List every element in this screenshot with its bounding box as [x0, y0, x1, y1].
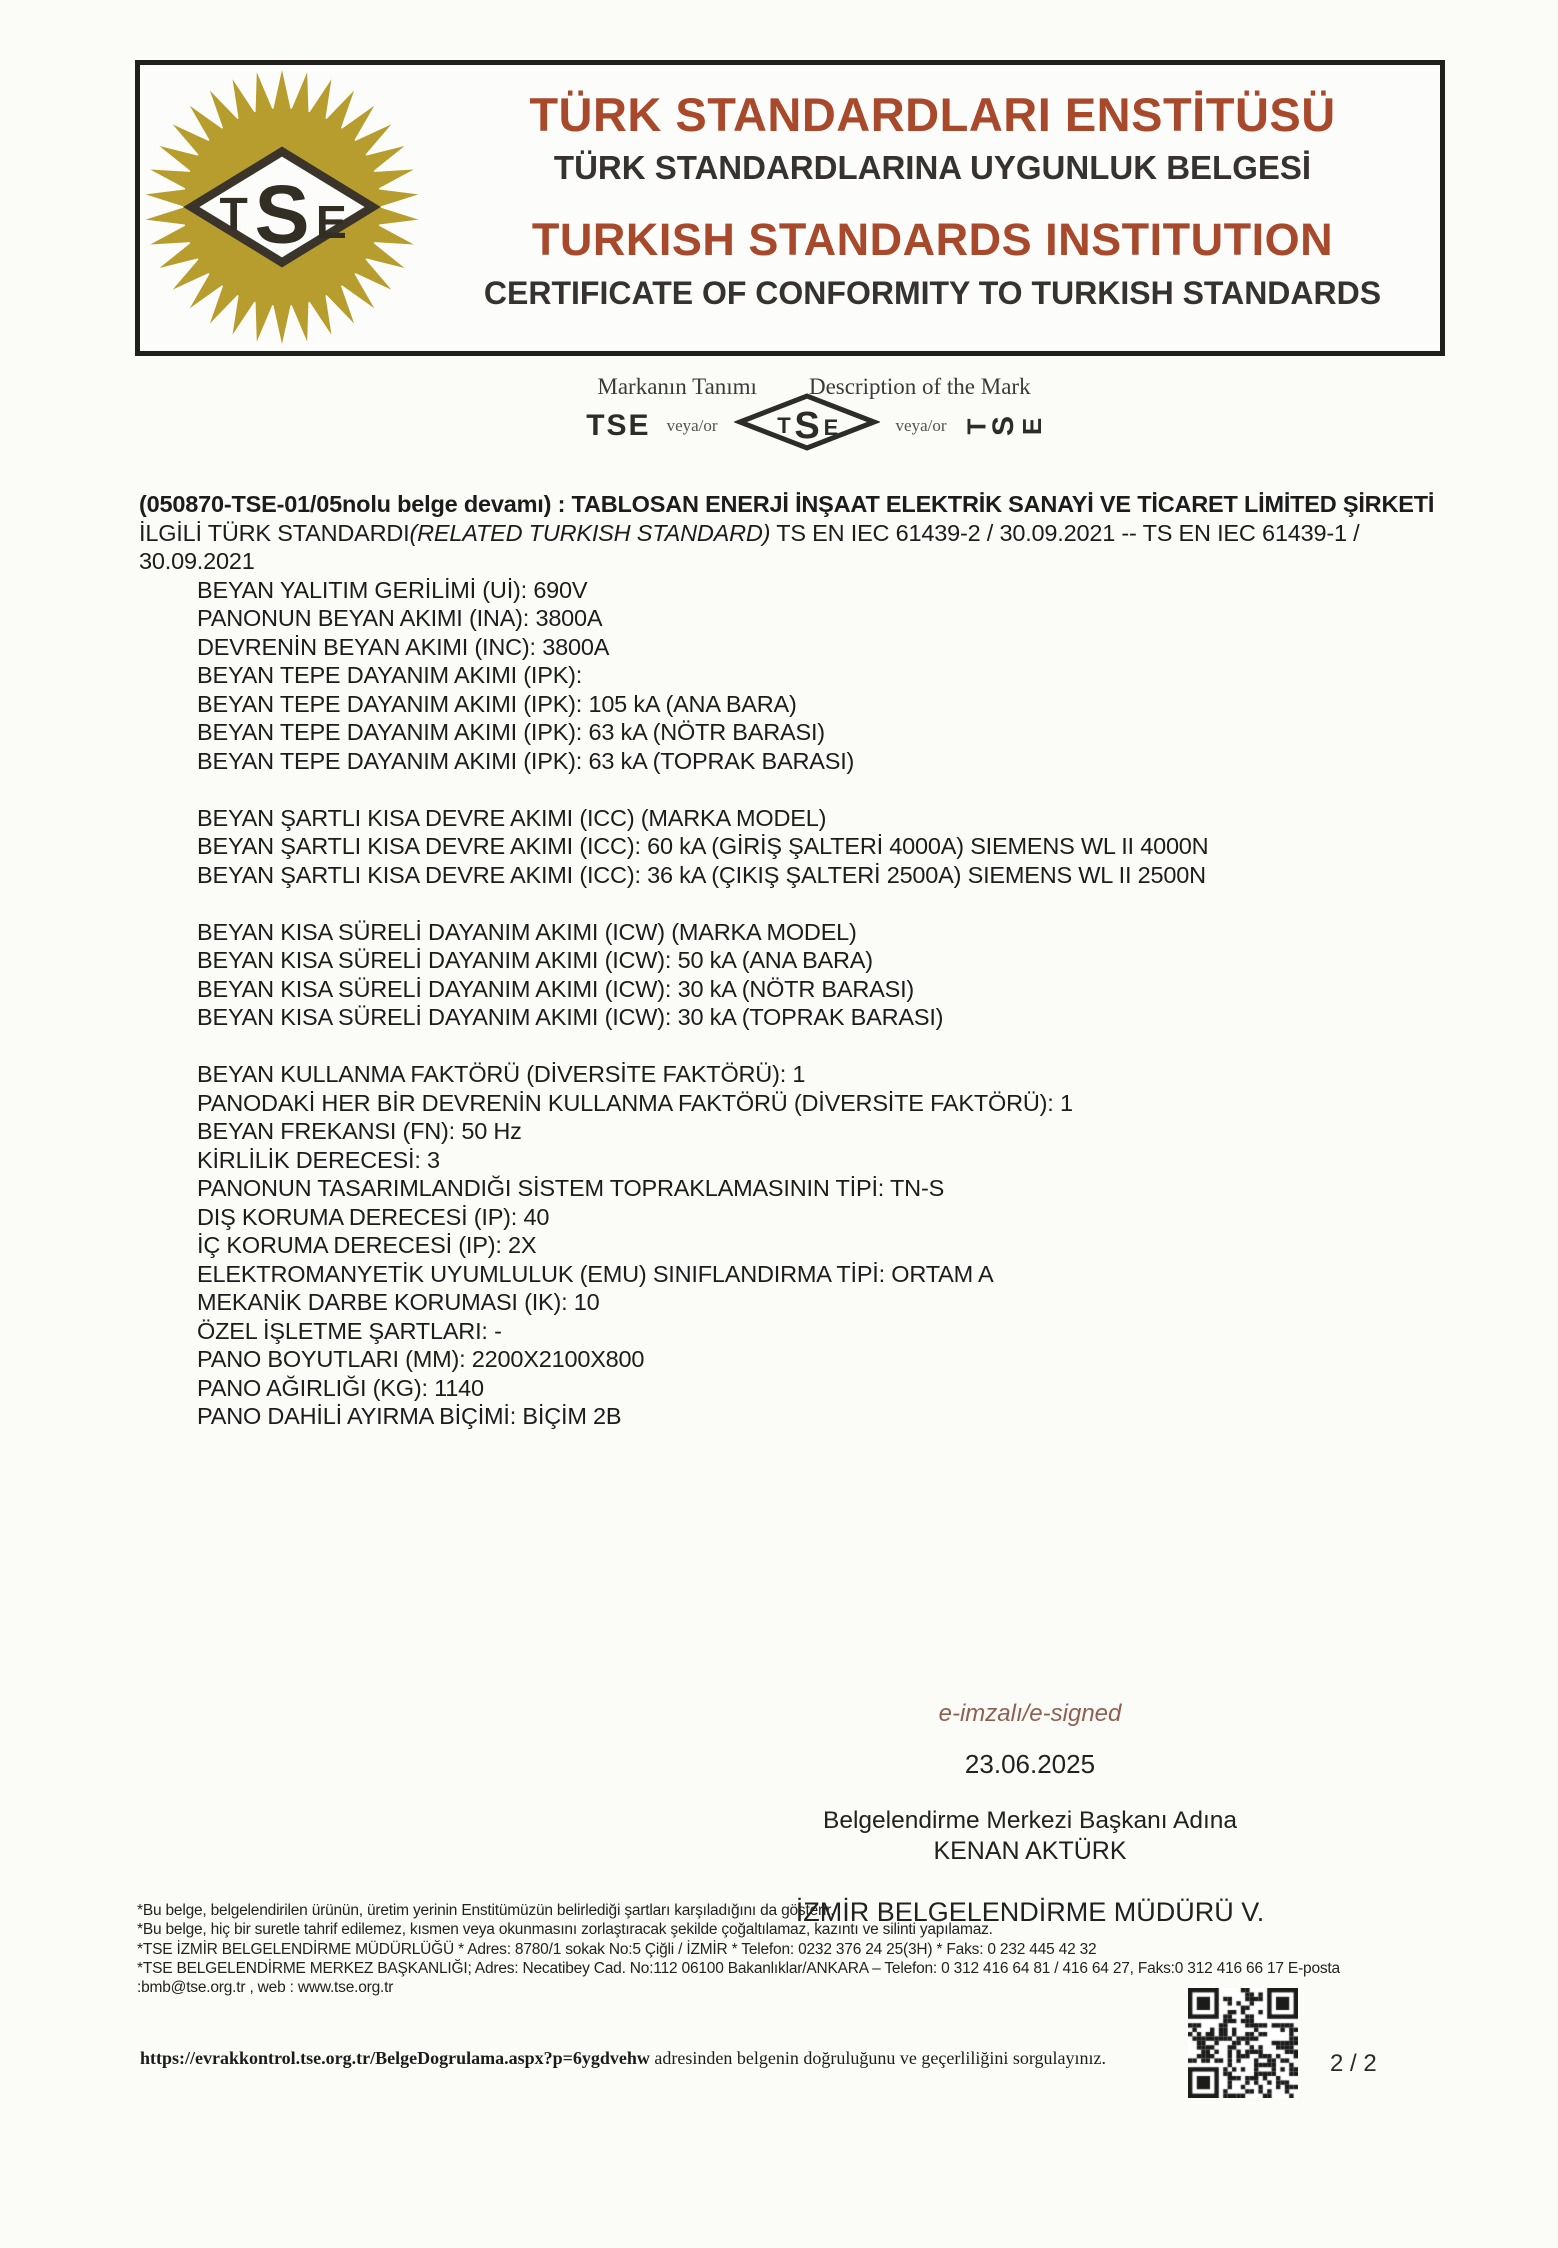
spec-line: ELEKTROMANYETİK UYUMLULUK (EMU) SINIFLANDIRMA TİPİ: ORTAM A [197, 1260, 994, 1287]
spec-line: PANO AĞIRLIĞI (KG): 1140 [197, 1374, 484, 1401]
logo-letter-e: E [315, 196, 347, 249]
mark-tse-text: TSE [586, 409, 651, 442]
qr-code [1188, 1988, 1298, 2098]
mark-or-label-2: veya/or [895, 416, 947, 435]
spec-line: BEYAN KISA SÜRELİ DAYANIM AKIMI (ICW): 30 kA (TOPRAK BARASI) [197, 1004, 944, 1030]
mark-rotated-tse [960, 409, 1048, 443]
spec-line: PANO DAHİLİ AYIRMA BİÇİMİ: BİÇİM 2B [197, 1403, 622, 1429]
spec-line: BEYAN FREKANSI (FN): 50 Hz [197, 1118, 522, 1144]
spec-line: BEYAN TEPE DAYANIM AKIMI (IPK): 105 kA (ANA BARA) [197, 690, 797, 717]
mark-description-section [0, 374, 1558, 454]
footnotes [137, 1901, 1467, 1997]
mark-label-tr: Markanın Tanımı [597, 374, 757, 399]
svg-text:T: T [776, 413, 791, 438]
mark-or-label-1: veya/or [666, 416, 718, 435]
spec-line: BEYAN YALITIM GERİLİMİ (Uİ): 690V [197, 576, 588, 603]
spec-line: BEYAN ŞARTLI KISA DEVRE AKIMI (ICC) (MARKA MODEL) [197, 804, 827, 831]
tse-diamond-mark-icon [734, 390, 880, 454]
spec-line: BEYAN TEPE DAYANIM AKIMI (IPK): 63 kA (NÖTR BARASI) [197, 719, 825, 745]
verification-url: https://evrakkontrol.tse.org.tr/BelgeDogrulama.aspx?p=6ygdvehw [140, 2048, 650, 2068]
svg-text:S: S [793, 405, 820, 447]
spec-line: MEKANİK DARBE KORUMASI (IK): 10 [197, 1289, 600, 1315]
spec-line [197, 1032, 1447, 1061]
spec-line [197, 775, 1447, 804]
footnote-line: *Bu belge, belgelendirilen ürünün, üretim yerinin Enstitümüzün belirlediği şartları karşıladığını da gösterir. [137, 1902, 835, 1919]
verification-line [140, 2048, 1320, 2069]
rotated-letter-t: T [960, 418, 991, 434]
mark-label-en: Description of the Mark [808, 374, 1031, 399]
spec-line: DIŞ KORUMA DERECESİ (IP): 40 [197, 1203, 550, 1230]
footnote-line: *TSE İZMİR BELGELENDİRME MÜDÜRLÜĞÜ * Adres: 8780/1 sokak No:5 Çiğli / İZMİR * Telefon: 0232 376 24 25(3H) * Faks: 0 232 445 42 32 [137, 1940, 1097, 1958]
continuation-line: (050870-TSE-01/05nolu belge devamı) : TABLOSAN ENERJİ İNŞAAT ELEKTRİK SANAYİ VE TİCARET LİMİTED ŞİRKETİ [139, 491, 1435, 517]
svg-text:E: E [823, 415, 838, 440]
spec-line: PANONUN TASARIMLANDIĞI SİSTEM TOPRAKLAMASININ TİPİ: TN-S [197, 1175, 945, 1201]
spec-line: BEYAN ŞARTLI KISA DEVRE AKIMI (ICC): 36 kA (ÇIKIŞ ŞALTERİ 2500A) SIEMENS WL II 2500N [197, 861, 1206, 888]
certificate-body [139, 490, 1447, 1431]
esigned-label: e-imzalı/e-signed [938, 1700, 1122, 1727]
signature-date: 23.06.2025 [964, 1749, 1096, 1779]
verification-text: adresinden belgenin doğruluğunu ve geçerliliğini sorgulayınız. [649, 2048, 1106, 2068]
related-standard-line [139, 519, 1447, 576]
spec-line: DEVRENİN BEYAN AKIMI (INC): 3800A [197, 633, 610, 660]
subtitle-english: CERTIFICATE OF CONFORMITY TO TURKISH STANDARDS [483, 274, 1382, 311]
spec-line [197, 889, 1447, 918]
title-turkish: TÜRK STANDARDLARI ENSTİTÜSÜ [529, 88, 1336, 141]
signer-name: KENAN AKTÜRK [933, 1837, 1127, 1865]
standard-prefix: İLGİLİ TÜRK STANDARDI [139, 519, 410, 546]
logo-letter-t: T [219, 188, 248, 241]
spec-line: BEYAN KISA SÜRELİ DAYANIM AKIMI (ICW) (MARKA MODEL) [197, 918, 857, 945]
header-box [135, 60, 1445, 356]
spec-line: BEYAN TEPE DAYANIM AKIMI (IPK): [197, 662, 583, 688]
spec-line: PANODAKİ HER BİR DEVRENİN KULLANMA FAKTÖRÜ (DİVERSİTE FAKTÖRÜ): 1 [197, 1089, 1073, 1116]
spec-line: PANO BOYUTLARI (MM): 2200X2100X800 [197, 1346, 645, 1372]
spec-line: PANONUN BEYAN AKIMI (INA): 3800A [197, 605, 603, 631]
signature-block [770, 1700, 1290, 1928]
mark-inner [586, 374, 1048, 454]
header-titles [435, 65, 1430, 351]
subtitle-turkish: TÜRK STANDARDLARINA UYGUNLUK BELGESİ [553, 148, 1312, 186]
spec-line: BEYAN KISA SÜRELİ DAYANIM AKIMI (ICW): 50 kA (ANA BARA) [197, 947, 873, 973]
rotated-letter-e: E [1017, 417, 1048, 435]
footnote-line: *Bu belge, hiç bir suretle tahrif edilemez, kısmen veya okunmasını zorlaştıracak şekilde çoğaltılamaz, kazıntı ve silinti yapılamaz. [137, 1921, 993, 1939]
footnote-line: *TSE BELGELENDİRME MERKEZ BAŞKANLIĞI; Adres: Necatibey Cad. No:112 06100 Bakanlıklar/ANKARA – Telefon: 0 312 416 64 81 / 416 64 27, Faks:0 312 416 66 17 E-posta [137, 1959, 1340, 1977]
spec-line: BEYAN KISA SÜRELİ DAYANIM AKIMI (ICW): 30 kA (NÖTR BARASI) [197, 975, 915, 1002]
spec-line: BEYAN KULLANMA FAKTÖRÜ (DİVERSİTE FAKTÖRÜ): 1 [197, 1061, 806, 1087]
spec-line: İÇ KORUMA DERECESİ (IP): 2X [197, 1232, 537, 1258]
signer-title: İZMİR BELGELENDİRME MÜDÜRÜ V. [795, 1897, 1265, 1927]
standard-italic: (RELATED TURKISH STANDARD) [409, 519, 771, 546]
standard-value: TS EN IEC 61439-2 / 30.09.2021 -- TS EN IEC 61439-1 / 30.09.2021 [139, 519, 1360, 574]
spec-list [197, 576, 1447, 1431]
footnote-line: :bmb@tse.org.tr , web : www.tse.org.tr [137, 1979, 394, 1997]
logo-letter-s: S [254, 167, 310, 261]
rotated-letter-s: S [987, 415, 1021, 437]
title-english: TURKISH STANDARDS INSTITUTION [531, 213, 1334, 265]
spec-line: BEYAN ŞARTLI KISA DEVRE AKIMI (ICC): 60 kA (GİRİŞ ŞALTERİ 4000A) SIEMENS WL II 4000N [197, 833, 1209, 859]
page-number: 2 / 2 [1330, 2050, 1377, 2077]
on-behalf-label: Belgelendirme Merkezi Başkanı Adına [823, 1807, 1237, 1834]
tse-logo-icon [144, 69, 420, 345]
spec-line: BEYAN TEPE DAYANIM AKIMI (IPK): 63 kA (TOPRAK BARASI) [197, 747, 855, 774]
spec-line: KİRLİLİK DERECESİ: 3 [197, 1146, 440, 1173]
spec-line: ÖZEL İŞLETME ŞARTLARI: - [197, 1317, 502, 1344]
mark-row [586, 398, 1048, 454]
